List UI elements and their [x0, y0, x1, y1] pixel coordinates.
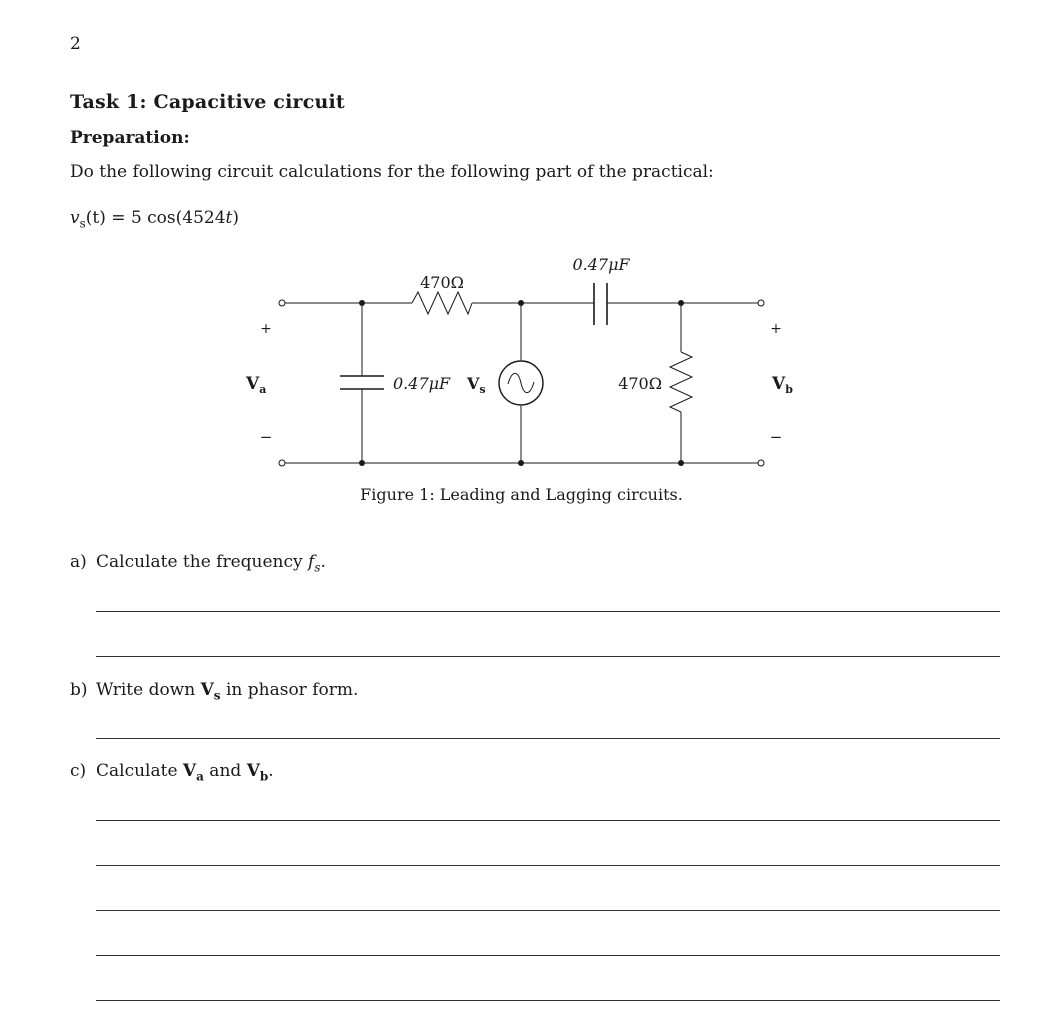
question-c-sub1: a: [196, 769, 204, 784]
question-b-end: in phasor form.: [220, 680, 359, 700]
answer-line[interactable]: [96, 1000, 1000, 1001]
eq-var: v: [70, 208, 80, 228]
question-b-sub: s: [213, 688, 221, 703]
intro-text: Do the following circuit calculations for the following part of the practical:: [70, 162, 714, 182]
question-b: [70, 680, 358, 702]
junction-dot: [678, 460, 684, 466]
left-port-main: V: [246, 374, 260, 394]
question-c-mid: and: [203, 761, 247, 781]
preparation-heading: Preparation:: [70, 128, 190, 148]
question-c-sub2: b: [259, 769, 269, 784]
eq-arg: (t): [85, 208, 106, 228]
source-label-sub: s: [479, 383, 486, 396]
answer-line[interactable]: [96, 820, 1000, 821]
eq-rhs-end: ): [232, 208, 240, 228]
question-a-sub: s: [314, 560, 321, 575]
right-resistor-label: 470Ω: [618, 374, 662, 393]
question-a: [70, 552, 326, 574]
question-c-text: Calculate: [96, 761, 183, 781]
left-port-minus: −: [259, 428, 273, 446]
answer-line[interactable]: [96, 656, 1000, 657]
terminal-top-right: [758, 300, 764, 306]
right-port-minus: −: [769, 428, 783, 446]
figure-caption: Figure 1: Leading and Lagging circuits.: [360, 485, 683, 504]
answer-line[interactable]: [96, 738, 1000, 739]
question-c-bold2: V: [246, 761, 260, 781]
answer-line[interactable]: [96, 865, 1000, 866]
top-resistor-label: 470Ω: [420, 273, 464, 292]
question-a-label: a): [70, 552, 87, 572]
right-resistor-symbol: [670, 352, 692, 412]
answer-line[interactable]: [96, 910, 1000, 911]
question-b-bold: V: [200, 680, 214, 700]
answer-line[interactable]: [96, 955, 1000, 956]
question-a-text: Calculate the frequency: [96, 552, 309, 572]
terminal-top-left: [279, 300, 285, 306]
question-b-text: Write down: [96, 680, 201, 700]
junction-dot: [359, 460, 365, 466]
right-port-label: [771, 374, 793, 396]
question-c-label: c): [70, 761, 87, 781]
question-c: [70, 761, 274, 783]
eq-rhs-var: t: [225, 208, 233, 228]
left-port-sub: a: [259, 383, 267, 396]
terminal-bottom-left: [279, 460, 285, 466]
question-c-bold1: V: [182, 761, 197, 781]
right-port-plus: +: [770, 321, 782, 337]
top-capacitor-label: 0.47μF: [572, 255, 630, 274]
junction-dot: [518, 460, 524, 466]
right-port-sub: b: [785, 383, 793, 396]
left-port-label: [245, 374, 266, 396]
junction-dot: [678, 300, 684, 306]
junction-dot: [518, 300, 524, 306]
ac-source-wave: [508, 373, 534, 392]
page-number: 2: [70, 34, 81, 54]
question-a-var: f: [308, 552, 315, 572]
task-title: Task 1: Capacitive circuit: [70, 91, 345, 113]
right-port-main: V: [772, 374, 786, 394]
eq-rhs: = 5 cos(4524: [105, 208, 226, 228]
question-a-end: .: [320, 552, 326, 572]
question-b-label: b): [70, 680, 88, 700]
junction-dot: [359, 300, 365, 306]
terminal-bottom-right: [758, 460, 764, 466]
left-capacitor-label: 0.47μF: [393, 374, 451, 393]
left-port-plus: +: [260, 321, 272, 337]
source-label-main: V: [467, 374, 480, 393]
answer-line[interactable]: [96, 611, 1000, 612]
source-label: [466, 374, 486, 396]
top-resistor-symbol: [412, 292, 472, 314]
eq-sub: s: [79, 216, 86, 231]
question-c-end: .: [268, 761, 274, 781]
